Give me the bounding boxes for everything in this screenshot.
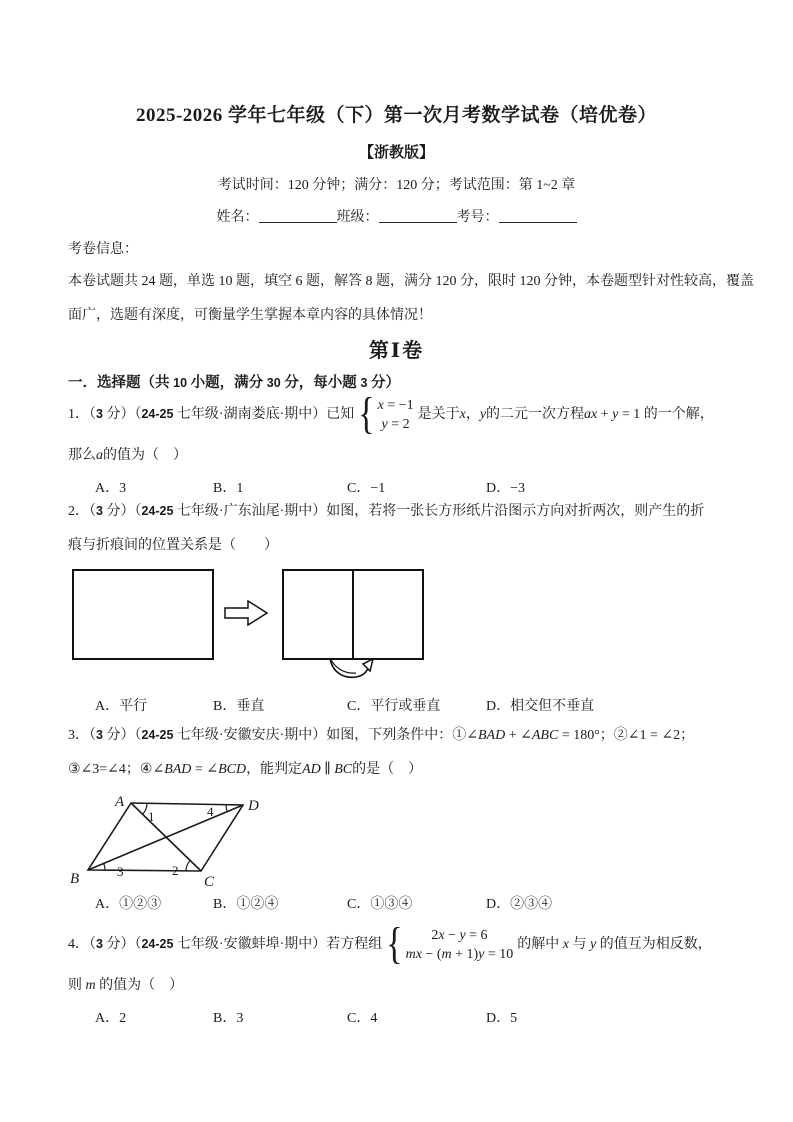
q4-option-c: C．4 bbox=[347, 1011, 378, 1026]
q1-option-a: A．3 bbox=[95, 481, 127, 496]
q3-line-2: ③∠3=∠4；④∠BAD = ∠BCD，能判定AD ∥ BC的是（ ） bbox=[68, 762, 423, 777]
name-field-row bbox=[0, 206, 793, 226]
q4-option-b: B．3 bbox=[213, 1011, 244, 1026]
q1-equation-system bbox=[358, 389, 414, 439]
q4-line-2: 则 m 的值为（ ） bbox=[68, 978, 184, 993]
class-blank bbox=[379, 207, 457, 223]
fold-crease-line bbox=[352, 571, 354, 658]
q1-text-post: 是关于x，y的二元一次方程ax + y = 1 的一个解， bbox=[417, 407, 714, 422]
q2-fold-figure bbox=[68, 569, 740, 691]
q4-options bbox=[68, 1003, 740, 1035]
brace-glyph: { bbox=[358, 389, 375, 439]
info-line-2: 面广，选题有深度，可衡量学生掌握本章内容的具体情况！ bbox=[68, 308, 432, 323]
q4-equation-system bbox=[386, 919, 514, 969]
q4-system-row-2: mx − (m + 1)y = 10 bbox=[405, 946, 514, 962]
q4-option-a: A．2 bbox=[95, 1011, 127, 1026]
right-block-arrow-icon bbox=[224, 600, 268, 626]
q2-option-b: B．垂直 bbox=[213, 699, 265, 714]
q4-line-1 bbox=[68, 920, 740, 969]
id-blank bbox=[499, 207, 577, 223]
q3-option-a: A．①②③ bbox=[95, 897, 162, 912]
name-blank bbox=[259, 207, 337, 223]
edition-tag: 【浙教版】 bbox=[358, 145, 434, 161]
id-label: 考号： bbox=[456, 210, 499, 225]
name-label: 姓名： bbox=[216, 210, 259, 225]
q2-line-1: 2．（3 分）（24-25 七年级·广东汕尾·期中）如图，若将一张长方形纸片沿图示方向对折两次，则产生的折 bbox=[68, 504, 705, 519]
q1-option-c: C．−1 bbox=[347, 481, 386, 496]
question-4 bbox=[68, 920, 740, 1035]
vertex-label-a: A bbox=[115, 794, 125, 810]
q1-system-row-2: y = 2 bbox=[381, 416, 410, 432]
angle-label-1: 1 bbox=[148, 809, 155, 824]
q1-system-row-1: x = −1 bbox=[377, 397, 414, 413]
fold-curved-arrow-icon bbox=[326, 655, 378, 683]
q3-option-d: D．②③④ bbox=[486, 897, 553, 912]
q1-line-2: 那么a的值为（ ） bbox=[68, 448, 187, 463]
q3-option-b: B．①②④ bbox=[213, 897, 279, 912]
q4-option-d: D．5 bbox=[486, 1011, 518, 1026]
vertex-label-c: C bbox=[204, 874, 215, 889]
q3-options bbox=[68, 889, 740, 921]
q1-text-pre: 1．（3 分）（24-25 七年级·湖南娄底·期中）已知 bbox=[68, 407, 355, 422]
vertex-label-b: B bbox=[70, 871, 80, 887]
exam-title: 2025-2026 学年七年级（下）第一次月考数学试卷（培优卷） bbox=[135, 105, 658, 126]
q4-text-post: 的解中 x 与 y 的值互为相反数， bbox=[517, 937, 712, 952]
q2-option-c: C．平行或垂直 bbox=[347, 699, 441, 714]
vertex-label-d: D bbox=[248, 798, 259, 814]
q4-system-row-1: 2x − y = 6 bbox=[431, 927, 488, 943]
q1-line-1 bbox=[68, 390, 740, 439]
exam-meta: 考试时间：120 分钟；满分：120 分；考试范围：第 1~2 章 bbox=[217, 178, 576, 193]
question-3 bbox=[68, 718, 740, 921]
info-line-1: 本卷试题共 24 题，单选 10 题，填空 6 题，解答 8 题，满分 120 分，限时 120 分钟，本卷题型针对性较高，覆盖 bbox=[68, 274, 754, 289]
q1-option-b: B．1 bbox=[213, 481, 244, 496]
question-1 bbox=[68, 390, 740, 505]
q3-line-1: 3．（3 分）（24-25 七年级·安徽安庆·期中）如图，下列条件中：①∠BAD + ∠ABC = 180°；②∠1 = ∠2； bbox=[68, 728, 695, 743]
part-title: 第Ⅰ卷 bbox=[368, 340, 425, 362]
angle-label-3: 3 bbox=[117, 864, 124, 879]
brace-glyph: { bbox=[386, 919, 403, 969]
section-heading: 一．选择题（共 10 小题，满分 30 分，每小题 3 分） bbox=[68, 375, 401, 391]
q2-line-2: 痕与折痕间的位置关系是（ ） bbox=[68, 538, 278, 553]
angle-label-4: 4 bbox=[207, 804, 214, 819]
q2-option-a: A．平行 bbox=[95, 699, 148, 714]
q1-option-d: D．−3 bbox=[486, 481, 526, 496]
q2-option-d: D．相交但不垂直 bbox=[486, 699, 595, 714]
info-title: 考卷信息： bbox=[68, 242, 138, 257]
parallelogram-diagram bbox=[68, 789, 288, 889]
paper-rectangle-before bbox=[72, 569, 214, 660]
question-2 bbox=[68, 494, 740, 723]
q3-option-c: C．①③④ bbox=[347, 897, 413, 912]
q4-text-pre: 4．（3 分）（24-25 七年级·安徽蚌埠·期中）若方程组 bbox=[68, 937, 383, 952]
angle-label-2: 2 bbox=[172, 863, 179, 878]
paper-rectangle-after bbox=[282, 569, 424, 660]
class-label: 班级： bbox=[336, 210, 379, 225]
q3-parallelogram-figure bbox=[68, 789, 740, 889]
